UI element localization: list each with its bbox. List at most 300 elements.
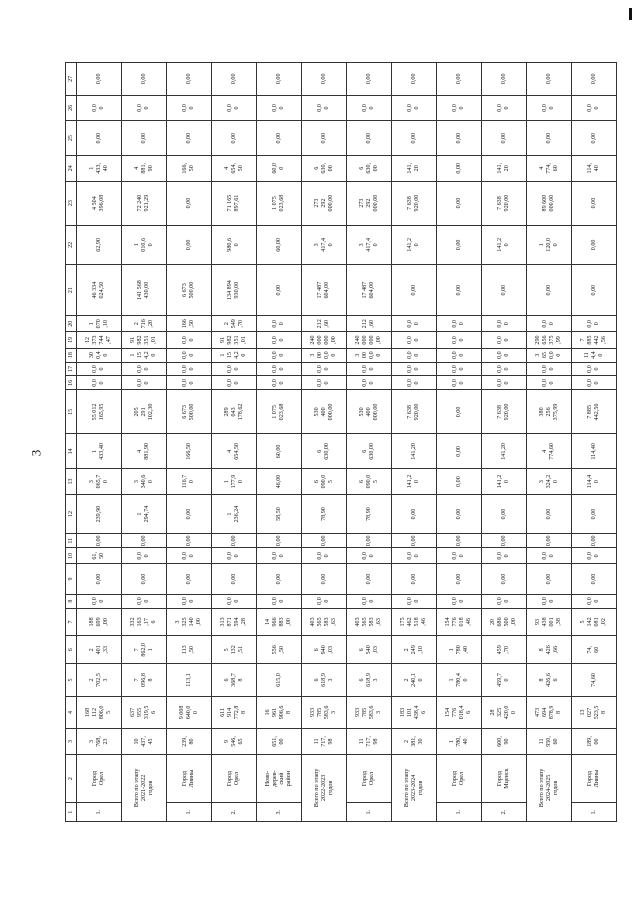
table-cell: 0,0 0 (572, 376, 617, 390)
table-cell: 4 881, 90 (122, 156, 167, 182)
table-cell: 0,00 (122, 63, 167, 96)
table-cell: 403 565 583 ,63 (302, 608, 347, 636)
table-cell: 0,00 (527, 121, 572, 156)
table-cell: 0,00 (527, 564, 572, 594)
table-cell: 0,00 (257, 265, 302, 316)
table-cell: 0,00 (572, 181, 617, 225)
table-cell: 7 638 920,00 (482, 181, 527, 225)
table-cell: 0,00 (527, 63, 572, 96)
table-cell: 0,0 0 (437, 348, 482, 362)
table-cell: 273 292 000,00 (302, 181, 347, 225)
table-cell: 459 ,70 (482, 636, 527, 664)
table-cell: Город Ливны (572, 754, 617, 803)
table-cell: 2 702,5 3 (77, 664, 122, 696)
table-cell: 0,00 (572, 534, 617, 548)
table-cell: 0,00 (302, 121, 347, 156)
table-cell: 7 885 442,56 (572, 390, 617, 434)
table-cell: 3 417,4 0 (347, 225, 392, 264)
table-cell: 141,2 0 (482, 469, 527, 495)
table-cell: 0,0 0 (572, 548, 617, 564)
table-cell: 289 043 178,62 (212, 390, 257, 434)
table-cell: 2 381, 30 (392, 729, 437, 755)
table-cell: 0,00 (437, 390, 482, 434)
table-cell: 6 630,00 (347, 434, 392, 469)
table-cell: 7 638 920,00 (392, 181, 437, 225)
table-cell: 91 982 351 ,01 (212, 332, 257, 348)
table-cell: 3 65 0,0 0 (527, 348, 572, 362)
table-cell: 0,0 0 (572, 316, 617, 332)
table-cell: 4 654,50 (212, 434, 257, 469)
table-cell: Город Орел (437, 754, 482, 803)
table-cell: 60,00 (257, 225, 302, 264)
table-cell: 2 549 ,70 (212, 316, 257, 332)
table-cell: 9 546, 65 (212, 729, 257, 755)
table-row (437, 63, 482, 822)
column-number-cell: 17 (66, 362, 77, 376)
column-number-cell: 16 (66, 376, 77, 390)
table-cell: 0,00 (437, 265, 482, 316)
table-row (122, 63, 167, 822)
table-cell: 0,00 (167, 534, 212, 548)
table-cell: 240 000 000 ,00 (347, 332, 392, 348)
table-cell: 5 132 ,51 (212, 636, 257, 664)
table-cell: 72 240 921,29 (122, 181, 167, 225)
table-cell: 0,0 0 (257, 376, 302, 390)
table-cell: 1 780 ,40 (437, 636, 482, 664)
table-cell: 4 881,90 (122, 434, 167, 469)
table-cell: 0,0 0 (437, 376, 482, 390)
table-cell: 0,0 0 (122, 95, 167, 121)
table-cell: 6 090,0 5 (302, 469, 347, 495)
table-cell: 13 027 523,5 8 (572, 696, 617, 728)
table-cell: 0,00 (482, 534, 527, 548)
table-cell: 3 00 0,0 0 (302, 348, 347, 362)
table-cell: 0,00 (437, 494, 482, 533)
table-cell: 10 437, 45 (122, 729, 167, 755)
table-row (482, 63, 527, 822)
table-cell: 55 012 165,95 (77, 390, 122, 434)
column-number-cell: 23 (66, 181, 77, 225)
table-cell: 1 075 023,68 (257, 181, 302, 225)
table-header-row (66, 63, 77, 822)
table-cell: 4 774,60 (527, 434, 572, 469)
table-cell: Город Орел (212, 754, 257, 803)
table-cell: 3 325 140 ,00 (167, 608, 212, 636)
table-cell: 0,0 0 (77, 362, 122, 376)
table-cell: 2 240,1 0 (392, 664, 437, 696)
page-number: 3 (28, 449, 44, 457)
table-row (572, 63, 617, 822)
column-number-cell: 26 (66, 95, 77, 121)
table-cell: 7 885 442 ,56 (572, 332, 617, 348)
table-cell: 0,00 (572, 494, 617, 533)
table-cell: Город Орел (77, 754, 122, 803)
table-cell: 615,0 (257, 664, 302, 696)
table-cell: 0,00 (572, 63, 617, 96)
table-cell: 17 487 604,00 (302, 265, 347, 316)
table-cell: 0,00 (122, 564, 167, 594)
table-cell: 6 940 ,03 (302, 636, 347, 664)
table-cell: 0,0 0 (347, 362, 392, 376)
table-cell: 0,0 0 (257, 332, 302, 348)
table-cell: 6 090,0 5 (347, 469, 392, 495)
table-cell: 0,00 (392, 265, 437, 316)
table-cell: 78,90 (347, 494, 392, 533)
table-cell: 0,00 (437, 181, 482, 225)
table-cell: 0,00 (77, 564, 122, 594)
table-cell: 93 438 001 ,38 (527, 608, 572, 636)
table-cell: 6 673 500,00 (167, 265, 212, 316)
table-cell: 239,90 (77, 494, 122, 533)
table-cell: 1 433,40 (77, 434, 122, 469)
table-cell: 20 686 500 ,00 (482, 608, 527, 636)
table-cell: 141 568 430,00 (122, 265, 167, 316)
table-cell: 0,0 0 (572, 594, 617, 608)
table-cell: 168 112 806,0 5 (77, 696, 122, 728)
table-cell: 0,0 0 (392, 316, 437, 332)
table-row (212, 63, 257, 822)
column-number-cell: 5 (66, 664, 77, 696)
table-cell: 0,0 0 (212, 95, 257, 121)
row-number-cell: 1. (167, 803, 212, 822)
table-cell: 114,4 0 (572, 469, 617, 495)
table-cell: 473 694 878,9 8 (527, 696, 572, 728)
column-number-cell: 24 (66, 156, 77, 182)
table-cell: 0,00 (167, 494, 212, 533)
column-number-cell: 22 (66, 225, 77, 264)
table-cell: 141,2 0 (392, 225, 437, 264)
table-cell: 0,0 0 (212, 362, 257, 376)
table-cell: 46,00 (257, 469, 302, 495)
table-cell: 11 950, 60 (527, 729, 572, 755)
table-cell: 0,00 (167, 225, 212, 264)
table-cell: 183 101 438,4 6 (392, 696, 437, 728)
table-cell: 11 717, 98 (347, 729, 392, 755)
table-cell: 89 600 000,00 (527, 181, 572, 225)
table-cell: 4 774, 60 (527, 156, 572, 182)
table-cell: 0,0 0 (302, 594, 347, 608)
table-cell: 0,0 0 (437, 332, 482, 348)
table-cell: 0,00 (437, 469, 482, 495)
table-cell: 1 294,74 (122, 494, 167, 533)
table-cell: 0,0 0 (572, 95, 617, 121)
table-cell: 74,60 (572, 664, 617, 696)
table-cell: 0,0 0 (572, 362, 617, 376)
table-cell: 0,00 (257, 121, 302, 156)
table-cell: 273 292 000,00 (347, 181, 392, 225)
table-cell: 0,00 (212, 63, 257, 96)
table-cell: 212 ,60 (347, 316, 392, 332)
table-cell: 166, 50 (167, 156, 212, 182)
table-cell: 0,00 (482, 564, 527, 594)
table-cell: Город Орел (347, 754, 392, 803)
table-cell: 0,0 0 (212, 548, 257, 564)
table-cell: 0,00 (392, 121, 437, 156)
table-cell: 0,00 (212, 534, 257, 548)
table-cell: 1 433, 40 (77, 156, 122, 182)
table-cell: 1 780,4 0 (437, 664, 482, 696)
table-cell: 290 656 375 ,99 (527, 332, 572, 348)
table-cell: 0,00 (482, 494, 527, 533)
table-cell: 3 065,7 0 (77, 469, 122, 495)
table-cell: 141, 20 (482, 156, 527, 182)
table-cell: 3 324,2 0 (527, 469, 572, 495)
table-cell: 134 894 930,00 (212, 265, 257, 316)
column-number-cell: 25 (66, 121, 77, 156)
table-cell: 0,0 0 (347, 548, 392, 564)
table-cell: 0,0 0 (482, 95, 527, 121)
table-cell: 0,0 0 (527, 95, 572, 121)
table-cell: 0,00 (437, 564, 482, 594)
table-cell: Город Мценск (482, 754, 527, 803)
column-number-cell: 15 (66, 390, 77, 434)
table-cell: 1 236,24 (212, 494, 257, 533)
table-cell: 240 000 000 ,00 (302, 332, 347, 348)
table-cell: 530 400 000,00 (302, 390, 347, 434)
table-cell: 0,0 0 (392, 348, 437, 362)
table-cell: 141,2 0 (392, 469, 437, 495)
table-cell: 403 565 583 ,63 (347, 608, 392, 636)
table-row (392, 63, 437, 822)
table-cell: 556 ,50 (257, 636, 302, 664)
table-cell: 0,00 (437, 63, 482, 96)
table-cell: Ново- дерев- ский район (257, 754, 302, 803)
table-cell: 0,0 0 (167, 348, 212, 362)
table-cell: 116,7 0 (167, 469, 212, 495)
column-number-cell: 2 (66, 754, 77, 803)
column-number-cell: 12 (66, 494, 77, 533)
table-cell: 0,00 (392, 534, 437, 548)
table-cell: 0,0 0 (167, 95, 212, 121)
table-cell: 0,0 0 (257, 594, 302, 608)
table-cell: 0,0 0 (437, 316, 482, 332)
table-cell: 16 961 906,6 8 (257, 696, 302, 728)
table-cell: 0,0 0 (77, 376, 122, 390)
table-cell: 0,00 (482, 265, 527, 316)
table-cell: 0,00 (167, 181, 212, 225)
table-cell: 4 654, 50 (212, 156, 257, 182)
scan-edge-mark (629, 8, 632, 20)
table-cell: 459,7 0 (482, 664, 527, 696)
table-cell: 0,0 0 (77, 95, 122, 121)
column-number-cell: 13 (66, 469, 77, 495)
table-cell: 2 716 ,20 (122, 316, 167, 332)
column-number-cell: 10 (66, 548, 77, 564)
stage-total-label: Всего по этапу 2021-2022 годов (122, 754, 167, 821)
table-cell: 71 165 897,61 (212, 181, 257, 225)
table-row (527, 63, 572, 822)
table-cell: 91 982 351 ,01 (122, 332, 167, 348)
table-cell: 0,0 0 (77, 594, 122, 608)
column-number-cell: 21 (66, 265, 77, 316)
table-cell: 0,00 (437, 156, 482, 182)
table-cell: 0,0 0 (257, 348, 302, 362)
table-cell: 78,90 (302, 494, 347, 533)
table-cell: 0,0 0 (122, 362, 167, 376)
rotated-table-container (65, 62, 617, 822)
table-cell: 0,0 0 (392, 332, 437, 348)
table-cell: 0,0 0 (527, 594, 572, 608)
table-cell: 1 070 ,10 (77, 316, 122, 332)
table-cell: 0,0 0 (482, 594, 527, 608)
table-cell: 0,0 0 (392, 548, 437, 564)
table-cell: 3 417,4 0 (302, 225, 347, 264)
table-cell: 0,0 0 (257, 95, 302, 121)
table-row (167, 63, 212, 822)
table-cell: 6 630,00 (302, 434, 347, 469)
table-cell: 0,0 0 (347, 376, 392, 390)
table-cell: 12 373 744 ,47 (77, 332, 122, 348)
table-cell: 0,0 0 (212, 594, 257, 608)
table-cell: 0,0 0 (257, 316, 302, 332)
table-cell: 11 717, 98 (302, 729, 347, 755)
table-cell: 0,0 0 (122, 376, 167, 390)
table-cell: 28 325 420,0 0 (482, 696, 527, 728)
column-number-cell: 1 (66, 803, 77, 822)
table-cell: 114,40 (572, 434, 617, 469)
table-cell: 8 426,6 6 (527, 664, 572, 696)
table-cell: 0,0 0 (482, 316, 527, 332)
table-cell: 0,00 (572, 564, 617, 594)
table-cell: 0,0 0 (392, 594, 437, 608)
table-cell: 380 256 375,99 (527, 390, 572, 434)
column-number-cell: 27 (66, 63, 77, 96)
table-cell: 212 ,60 (302, 316, 347, 332)
table-cell: 141,20 (392, 434, 437, 469)
table-cell: 1 15 4,2 0 (122, 348, 167, 362)
table-cell: 0,0 0 (347, 594, 392, 608)
table-cell: 58,50 (257, 494, 302, 533)
table-cell: 0,00 (167, 63, 212, 96)
table-cell: 0,0 0 (437, 594, 482, 608)
column-number-cell: 6 (66, 636, 77, 664)
table-cell: 17 487 604,00 (347, 265, 392, 316)
table-cell: 0,0 0 (167, 548, 212, 564)
table-cell: 0,0 0 (527, 548, 572, 564)
table-cell: 1 120,0 0 (527, 225, 572, 264)
table-cell: 0,00 (212, 564, 257, 594)
table-cell: 637 955 319,5 6 (122, 696, 167, 728)
table-cell: 980,6 0 (212, 225, 257, 264)
table-cell: 0,00 (347, 63, 392, 96)
table-cell: 0,0 0 (167, 376, 212, 390)
table-cell: 651, 00 (257, 729, 302, 755)
table-cell: 189, 00 (572, 729, 617, 755)
table-cell: 0,00 (437, 225, 482, 264)
table-cell: 205 291 102,30 (122, 390, 167, 434)
table-cell: 5 142 081 ,02 (572, 608, 617, 636)
table-cell: 0,00 (392, 564, 437, 594)
table-cell: 188 699 ,00 (77, 608, 122, 636)
table-cell: 2 401 ,33 (77, 636, 122, 664)
table-cell: 239, 80 (167, 729, 212, 755)
table-cell: 0,0 0 (122, 548, 167, 564)
table-cell: 30 0,4 0 (77, 348, 122, 362)
table-cell: 332 163 ,17 6 (122, 608, 167, 636)
table-cell: 0,0 0 (437, 548, 482, 564)
table-cell: 0,00 (77, 121, 122, 156)
table-cell: 0,00 (302, 63, 347, 96)
table-cell: Город Ливны (167, 754, 212, 803)
table-cell: 4 504 396,08 (77, 181, 122, 225)
table-cell: 0,00 (347, 121, 392, 156)
table-cell: 0,0 0 (257, 548, 302, 564)
table-cell: 0,0 0 (167, 332, 212, 348)
table-cell: 7 096,8 8 (122, 664, 167, 696)
table-cell: 0,00 (302, 564, 347, 594)
table-cell: 6 630, 00 (347, 156, 392, 182)
table-cell: 0,0 0 (167, 594, 212, 608)
stage-total-label: Всего по этапу 2023-2024 годов (392, 754, 437, 821)
column-number-cell: 7 (66, 608, 77, 636)
stage-total-label: Всего по этапу 2024-2025 годов (527, 754, 572, 821)
table-cell: 0,00 (482, 121, 527, 156)
table-cell: 1 075 023,68 (257, 390, 302, 434)
table-cell: 114, 40 (572, 156, 617, 182)
table-row (77, 63, 122, 822)
table-cell: 0,00 (302, 534, 347, 548)
table-cell: 141, 20 (392, 156, 437, 182)
column-number-cell: 3 (66, 729, 77, 755)
row-number-cell: 1. (77, 803, 122, 822)
table-cell: 0,00 (392, 63, 437, 96)
table-cell: 0,00 (257, 63, 302, 96)
table-cell: 8 426 ,66 (527, 636, 572, 664)
table-cell: 3 00 0,0 0 (347, 348, 392, 362)
table-cell: 0,00 (572, 265, 617, 316)
table-cell: 0,00 (437, 434, 482, 469)
column-number-cell: 11 (66, 534, 77, 548)
stage-total-label: Всего по этапу 2022-2023 годов (302, 754, 347, 821)
table-cell: 166 ,50 (167, 316, 212, 332)
table-cell: 0,0 0 (347, 95, 392, 121)
table-cell: 0,00 (77, 534, 122, 548)
table-cell: 0,00 (347, 534, 392, 548)
table-cell: 154 776 018 ,46 (437, 608, 482, 636)
table-cell: 0,0 0 (302, 362, 347, 376)
column-number-cell: 18 (66, 348, 77, 362)
table-cell: 0,0 0 (482, 348, 527, 362)
table-cell: 0,00 (167, 564, 212, 594)
table-cell: 60,00 (257, 434, 302, 469)
table-cell: 0,00 (347, 564, 392, 594)
table-cell: 0,00 (572, 121, 617, 156)
table-cell: 0,00 (122, 534, 167, 548)
table-cell: 62,90 (77, 225, 122, 264)
table-cell: 1 780, 40 (437, 729, 482, 755)
table-cell: 175 462 518 ,46 (392, 608, 437, 636)
table-cell: 0,0 0 (482, 376, 527, 390)
table-cell: 9 008 640,0 0 (167, 696, 212, 728)
table-cell: 0,0 0 (302, 376, 347, 390)
table-row (302, 63, 347, 822)
budget-table (65, 62, 617, 822)
row-number-cell: 2. (212, 803, 257, 822)
table-cell: 0,0 0 (122, 594, 167, 608)
table-cell: 7 862,0 1 (122, 636, 167, 664)
table-cell: 113 ,50 (167, 636, 212, 664)
table-cell: 11 4,4 0 (572, 348, 617, 362)
table-cell: 0,0 0 (482, 548, 527, 564)
table-cell: 0,00 (122, 121, 167, 156)
table-cell: 0,00 (212, 121, 257, 156)
table-cell: 0,0 0 (302, 548, 347, 564)
column-number-cell: 19 (66, 332, 77, 348)
table-cell: 6 630, 00 (302, 156, 347, 182)
table-cell: 313 871 594 ,28 (212, 608, 257, 636)
table-cell: 6 540 ,03 (347, 636, 392, 664)
table-cell: 0,00 (167, 121, 212, 156)
